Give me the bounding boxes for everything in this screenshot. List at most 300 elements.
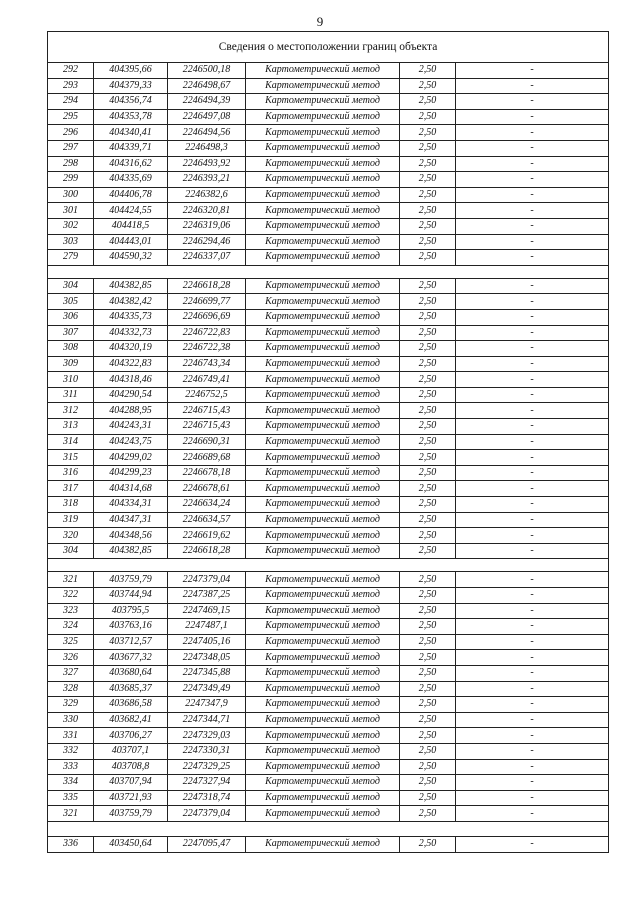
x-coordinate-cell: 403450,64 [94,836,168,852]
accuracy-cell: 2,50 [400,775,456,791]
y-coordinate-cell: 2246690,31 [168,434,246,450]
table-row [48,341,609,357]
accuracy-cell: 2,50 [400,78,456,94]
boundary-coordinates-table [47,31,609,853]
x-coordinate-cell: 404290,54 [94,387,168,403]
method-cell: Картометрический метод [246,759,400,775]
x-coordinate-cell: 404243,75 [94,434,168,450]
y-coordinate-cell: 2246715,43 [168,419,246,435]
x-coordinate-cell: 404334,31 [94,497,168,513]
y-coordinate-cell: 2247349,49 [168,681,246,697]
note-cell: - [456,603,609,619]
note-cell: - [456,619,609,635]
table-row [48,806,609,822]
table-row [48,356,609,372]
separator-cell [48,265,609,278]
x-coordinate-cell: 404418,5 [94,218,168,234]
note-cell: - [456,278,609,294]
note-cell: - [456,156,609,172]
x-coordinate-cell: 403763,16 [94,619,168,635]
y-coordinate-cell: 2247348,05 [168,650,246,666]
note-cell: - [456,387,609,403]
y-coordinate-cell: 2246752,5 [168,387,246,403]
method-cell: Картометрический метод [246,697,400,713]
table-row [48,187,609,203]
point-number-cell: 293 [48,78,94,94]
x-coordinate-cell: 403707,1 [94,743,168,759]
note-cell: - [456,140,609,156]
note-cell: - [456,743,609,759]
method-cell: Картометрический метод [246,341,400,357]
y-coordinate-cell: 2247379,04 [168,572,246,588]
note-cell: - [456,775,609,791]
group-separator-row [48,265,609,278]
point-number-cell: 303 [48,234,94,250]
y-coordinate-cell: 2247345,88 [168,665,246,681]
method-cell: Картометрический метод [246,387,400,403]
x-coordinate-cell: 404316,62 [94,156,168,172]
y-coordinate-cell: 2247344,71 [168,712,246,728]
method-cell: Картометрический метод [246,172,400,188]
method-cell: Картометрический метод [246,140,400,156]
point-number-cell: 302 [48,218,94,234]
note-cell: - [456,759,609,775]
table-row [48,743,609,759]
accuracy-cell: 2,50 [400,697,456,713]
x-coordinate-cell: 404353,78 [94,109,168,125]
accuracy-cell: 2,50 [400,712,456,728]
accuracy-cell: 2,50 [400,806,456,822]
y-coordinate-cell: 2246634,57 [168,512,246,528]
accuracy-cell: 2,50 [400,325,456,341]
note-cell: - [456,588,609,604]
method-cell: Картометрический метод [246,712,400,728]
y-coordinate-cell: 2247327,94 [168,775,246,791]
y-coordinate-cell: 2246337,07 [168,250,246,266]
table-row [48,78,609,94]
x-coordinate-cell: 404314,68 [94,481,168,497]
x-coordinate-cell: 403680,64 [94,665,168,681]
accuracy-cell: 2,50 [400,572,456,588]
note-cell: - [456,450,609,466]
note-cell: - [456,434,609,450]
method-cell: Картометрический метод [246,481,400,497]
accuracy-cell: 2,50 [400,250,456,266]
x-coordinate-cell: 404332,73 [94,325,168,341]
method-cell: Картометрический метод [246,743,400,759]
x-coordinate-cell: 403795,5 [94,603,168,619]
accuracy-cell: 2,50 [400,203,456,219]
point-number-cell: 331 [48,728,94,744]
table-row [48,294,609,310]
x-coordinate-cell: 404424,55 [94,203,168,219]
note-cell: - [456,806,609,822]
note-cell: - [456,481,609,497]
y-coordinate-cell: 2247329,03 [168,728,246,744]
table-row [48,372,609,388]
note-cell: - [456,109,609,125]
point-number-cell: 322 [48,588,94,604]
accuracy-cell: 2,50 [400,387,456,403]
note-cell: - [456,572,609,588]
note-cell: - [456,650,609,666]
table-row [48,140,609,156]
point-number-cell: 304 [48,278,94,294]
table-row [48,403,609,419]
accuracy-cell: 2,50 [400,465,456,481]
note-cell: - [456,528,609,544]
note-cell: - [456,125,609,141]
table-row [48,419,609,435]
note-cell: - [456,356,609,372]
point-number-cell: 300 [48,187,94,203]
accuracy-cell: 2,50 [400,497,456,513]
method-cell: Картометрический метод [246,125,400,141]
y-coordinate-cell: 2246618,28 [168,543,246,559]
table-row [48,759,609,775]
point-number-cell: 297 [48,140,94,156]
method-cell: Картометрический метод [246,419,400,435]
y-coordinate-cell: 2246678,18 [168,465,246,481]
x-coordinate-cell: 404379,33 [94,78,168,94]
table-row [48,481,609,497]
table-row [48,434,609,450]
table-row [48,156,609,172]
method-cell: Картометрический метод [246,109,400,125]
table-row [48,634,609,650]
method-cell: Картометрический метод [246,187,400,203]
point-number-cell: 309 [48,356,94,372]
method-cell: Картометрический метод [246,543,400,559]
method-cell: Картометрический метод [246,372,400,388]
table-row [48,125,609,141]
y-coordinate-cell: 2246619,62 [168,528,246,544]
point-number-cell: 306 [48,309,94,325]
note-cell: - [456,403,609,419]
table-row [48,172,609,188]
note-cell: - [456,512,609,528]
table-row [48,775,609,791]
table-row [48,278,609,294]
accuracy-cell: 2,50 [400,743,456,759]
note-cell: - [456,309,609,325]
accuracy-cell: 2,50 [400,172,456,188]
method-cell: Картометрический метод [246,728,400,744]
table-row [48,63,609,79]
table-row [48,325,609,341]
method-cell: Картометрический метод [246,681,400,697]
table-row [48,234,609,250]
point-number-cell: 292 [48,63,94,79]
y-coordinate-cell: 2246749,41 [168,372,246,388]
y-coordinate-cell: 2246393,21 [168,172,246,188]
point-number-cell: 321 [48,806,94,822]
point-number-cell: 314 [48,434,94,450]
table-row [48,543,609,559]
point-number-cell: 313 [48,419,94,435]
note-cell: - [456,790,609,806]
method-cell: Картометрический метод [246,325,400,341]
y-coordinate-cell: 2247347,9 [168,697,246,713]
table-row [48,109,609,125]
x-coordinate-cell: 404288,95 [94,403,168,419]
accuracy-cell: 2,50 [400,681,456,697]
point-number-cell: 294 [48,94,94,110]
y-coordinate-cell: 2246500,18 [168,63,246,79]
x-coordinate-cell: 403744,94 [94,588,168,604]
note-cell: - [456,372,609,388]
method-cell: Картометрический метод [246,78,400,94]
table-row [48,465,609,481]
table-row [48,94,609,110]
point-number-cell: 326 [48,650,94,666]
method-cell: Картометрический метод [246,434,400,450]
point-number-cell: 311 [48,387,94,403]
y-coordinate-cell: 2246722,38 [168,341,246,357]
accuracy-cell: 2,50 [400,790,456,806]
point-number-cell: 332 [48,743,94,759]
method-cell: Картометрический метод [246,156,400,172]
note-cell: - [456,681,609,697]
point-number-cell: 299 [48,172,94,188]
method-cell: Картометрический метод [246,572,400,588]
point-number-cell: 320 [48,528,94,544]
table-row [48,619,609,635]
note-cell: - [456,665,609,681]
x-coordinate-cell: 403706,27 [94,728,168,744]
x-coordinate-cell: 404318,46 [94,372,168,388]
note-cell: - [456,294,609,310]
y-coordinate-cell: 2246320,81 [168,203,246,219]
y-coordinate-cell: 2247379,04 [168,806,246,822]
accuracy-cell: 2,50 [400,665,456,681]
y-coordinate-cell: 2247329,25 [168,759,246,775]
point-number-cell: 301 [48,203,94,219]
x-coordinate-cell: 404382,42 [94,294,168,310]
x-coordinate-cell: 403685,37 [94,681,168,697]
accuracy-cell: 2,50 [400,403,456,419]
y-coordinate-cell: 2247318,74 [168,790,246,806]
table-row [48,450,609,466]
accuracy-cell: 2,50 [400,294,456,310]
x-coordinate-cell: 403707,94 [94,775,168,791]
separator-cell [48,559,609,572]
accuracy-cell: 2,50 [400,419,456,435]
group-separator-row [48,559,609,572]
table-row [48,790,609,806]
method-cell: Картометрический метод [246,775,400,791]
table-row [48,665,609,681]
method-cell: Картометрический метод [246,634,400,650]
table-row [48,528,609,544]
separator-cell [48,821,609,836]
method-cell: Картометрический метод [246,250,400,266]
table-row [48,203,609,219]
method-cell: Картометрический метод [246,403,400,419]
method-cell: Картометрический метод [246,836,400,852]
note-cell: - [456,419,609,435]
y-coordinate-cell: 2246743,34 [168,356,246,372]
method-cell: Картометрический метод [246,806,400,822]
note-cell: - [456,543,609,559]
x-coordinate-cell: 404335,69 [94,172,168,188]
table-row [48,712,609,728]
table-row [48,650,609,666]
method-cell: Картометрический метод [246,94,400,110]
accuracy-cell: 2,50 [400,341,456,357]
table-title: Сведения о местоположении границ объекта [48,32,609,63]
note-cell: - [456,712,609,728]
x-coordinate-cell: 403759,79 [94,806,168,822]
note-cell: - [456,218,609,234]
point-number-cell: 336 [48,836,94,852]
note-cell: - [456,465,609,481]
x-coordinate-cell: 404406,78 [94,187,168,203]
accuracy-cell: 2,50 [400,728,456,744]
point-number-cell: 295 [48,109,94,125]
x-coordinate-cell: 403708,8 [94,759,168,775]
note-cell: - [456,203,609,219]
y-coordinate-cell: 2246494,39 [168,94,246,110]
table-row [48,497,609,513]
accuracy-cell: 2,50 [400,356,456,372]
accuracy-cell: 2,50 [400,125,456,141]
method-cell: Картометрический метод [246,588,400,604]
note-cell: - [456,94,609,110]
x-coordinate-cell: 403686,58 [94,697,168,713]
point-number-cell: 321 [48,572,94,588]
method-cell: Картометрический метод [246,790,400,806]
x-coordinate-cell: 403682,41 [94,712,168,728]
y-coordinate-cell: 2246497,08 [168,109,246,125]
x-coordinate-cell: 403759,79 [94,572,168,588]
x-coordinate-cell: 403721,93 [94,790,168,806]
y-coordinate-cell: 2246715,43 [168,403,246,419]
y-coordinate-cell: 2246678,61 [168,481,246,497]
accuracy-cell: 2,50 [400,836,456,852]
note-cell: - [456,63,609,79]
y-coordinate-cell: 2246494,56 [168,125,246,141]
y-coordinate-cell: 2247330,31 [168,743,246,759]
accuracy-cell: 2,50 [400,650,456,666]
x-coordinate-cell: 404347,31 [94,512,168,528]
accuracy-cell: 2,50 [400,634,456,650]
note-cell: - [456,697,609,713]
y-coordinate-cell: 2246689,68 [168,450,246,466]
table-body [48,32,609,853]
point-number-cell: 334 [48,775,94,791]
note-cell: - [456,234,609,250]
group-separator-row [48,821,609,836]
note-cell: - [456,728,609,744]
point-number-cell: 328 [48,681,94,697]
note-cell: - [456,634,609,650]
point-number-cell: 307 [48,325,94,341]
x-coordinate-cell: 404443,01 [94,234,168,250]
accuracy-cell: 2,50 [400,619,456,635]
accuracy-cell: 2,50 [400,309,456,325]
y-coordinate-cell: 2246722,83 [168,325,246,341]
method-cell: Картометрический метод [246,650,400,666]
y-coordinate-cell: 2246294,46 [168,234,246,250]
x-coordinate-cell: 404299,02 [94,450,168,466]
point-number-cell: 305 [48,294,94,310]
method-cell: Картометрический метод [246,203,400,219]
table-row [48,309,609,325]
y-coordinate-cell: 2246382,6 [168,187,246,203]
point-number-cell: 335 [48,790,94,806]
method-cell: Картометрический метод [246,63,400,79]
x-coordinate-cell: 404322,83 [94,356,168,372]
method-cell: Картометрический метод [246,450,400,466]
accuracy-cell: 2,50 [400,481,456,497]
accuracy-cell: 2,50 [400,94,456,110]
method-cell: Картометрический метод [246,278,400,294]
x-coordinate-cell: 404340,41 [94,125,168,141]
note-cell: - [456,497,609,513]
method-cell: Картометрический метод [246,665,400,681]
accuracy-cell: 2,50 [400,543,456,559]
method-cell: Картометрический метод [246,619,400,635]
table-row [48,603,609,619]
x-coordinate-cell: 404299,23 [94,465,168,481]
method-cell: Картометрический метод [246,603,400,619]
point-number-cell: 315 [48,450,94,466]
table-row [48,572,609,588]
note-cell: - [456,250,609,266]
point-number-cell: 279 [48,250,94,266]
x-coordinate-cell: 403677,32 [94,650,168,666]
point-number-cell: 327 [48,665,94,681]
point-number-cell: 317 [48,481,94,497]
method-cell: Картометрический метод [246,309,400,325]
x-coordinate-cell: 404243,31 [94,419,168,435]
point-number-cell: 325 [48,634,94,650]
table-row [48,697,609,713]
method-cell: Картометрический метод [246,294,400,310]
table-row [48,728,609,744]
x-coordinate-cell: 404382,85 [94,278,168,294]
accuracy-cell: 2,50 [400,759,456,775]
page-number: 9 [316,14,324,29]
y-coordinate-cell: 2247487,1 [168,619,246,635]
x-coordinate-cell: 404590,32 [94,250,168,266]
accuracy-cell: 2,50 [400,278,456,294]
x-coordinate-cell: 404356,74 [94,94,168,110]
table-row [48,681,609,697]
x-coordinate-cell: 404348,56 [94,528,168,544]
y-coordinate-cell: 2247387,25 [168,588,246,604]
note-cell: - [456,187,609,203]
accuracy-cell: 2,50 [400,156,456,172]
method-cell: Картометрический метод [246,465,400,481]
note-cell: - [456,341,609,357]
y-coordinate-cell: 2246618,28 [168,278,246,294]
x-coordinate-cell: 403712,57 [94,634,168,650]
note-cell: - [456,325,609,341]
table-row [48,836,609,852]
method-cell: Картометрический метод [246,528,400,544]
accuracy-cell: 2,50 [400,512,456,528]
accuracy-cell: 2,50 [400,218,456,234]
table-header-row [48,32,609,63]
point-number-cell: 310 [48,372,94,388]
accuracy-cell: 2,50 [400,63,456,79]
table-row [48,588,609,604]
point-number-cell: 330 [48,712,94,728]
note-cell: - [456,836,609,852]
accuracy-cell: 2,50 [400,187,456,203]
